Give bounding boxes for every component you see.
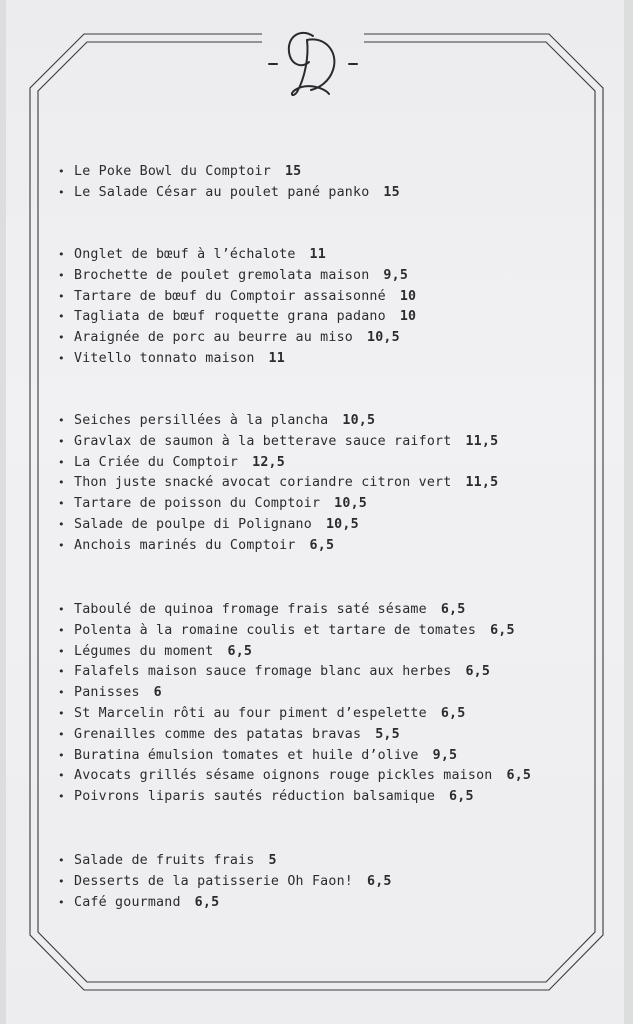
menu-item-price: 6,5	[506, 768, 532, 784]
menu-item-price: 10,5	[366, 330, 400, 346]
menu-item	[58, 664, 490, 679]
menu-item-name: Le Poke Bowl du Comptoir	[74, 164, 271, 179]
bullet-icon: •	[58, 434, 65, 448]
menu-item-name: Anchois marinés du Comptoir	[74, 537, 296, 553]
menu-item-price: 11	[309, 247, 326, 262]
menu-item-name: Panisses	[74, 685, 140, 701]
bullet-icon: •	[58, 707, 65, 720]
menu-item-name: Tagliata de bœuf roquette grana padano	[74, 309, 386, 325]
menu-item	[58, 685, 162, 700]
menu-item-price: 11,5	[465, 475, 499, 491]
menu-item-price: 6	[153, 685, 162, 701]
menu-item-price: 9,5	[383, 267, 409, 283]
menu-item-price: 10	[399, 309, 417, 325]
bullet-icon: •	[58, 644, 65, 658]
menu-item-price: 10,5	[342, 413, 376, 428]
menu-item-name: Falafels maison sauce fromage blanc aux herbes	[74, 664, 452, 680]
bullet-icon: •	[58, 874, 65, 888]
menu-item-price: 6,5	[449, 789, 474, 805]
bullet-icon: •	[58, 455, 65, 469]
menu-item-price: 6,5	[366, 873, 392, 889]
bullet-icon: •	[58, 769, 65, 783]
menu-item	[58, 895, 219, 910]
menu-item-name: Grenailles comme des patatas bravas	[74, 726, 362, 742]
bullet-icon: •	[58, 603, 65, 616]
bullet-icon: •	[58, 748, 65, 762]
menu-item	[58, 623, 515, 638]
bullet-icon: •	[58, 665, 65, 679]
menu-item-name: Gravlax de saumon à la betterave sauce raifort	[74, 433, 452, 449]
menu-item-name: Araignée de porc au beurre au miso	[74, 330, 353, 346]
menu-item-name: Taboulé de quinoa fromage frais saté sésame	[74, 602, 427, 617]
menu-item-name: Polenta à la romaine coulis et tartare de tomates	[74, 622, 477, 638]
menu-item-price: 6,5	[465, 664, 491, 680]
menu-item-price: 6,5	[194, 894, 220, 910]
menu-item	[58, 602, 465, 617]
menu-item	[58, 496, 367, 511]
bullet-icon: •	[58, 289, 65, 303]
menu-item-price: 11,5	[465, 433, 499, 449]
menu-item	[58, 413, 375, 428]
menu-item-name: Café gourmand	[74, 894, 181, 910]
bullet-icon: •	[58, 331, 65, 345]
menu-item-price: 6,5	[309, 537, 335, 553]
bullet-icon: •	[58, 268, 65, 282]
bullet-icon: •	[58, 497, 65, 511]
menu-item	[58, 164, 301, 179]
menu-item-name: Thon juste snacké avocat coriandre citron vert	[74, 475, 452, 491]
menu-item-price: 10,5	[325, 517, 359, 532]
menu-item-price: 12,5	[252, 454, 285, 470]
menu-item	[58, 644, 252, 659]
menu-item-price: 10	[399, 288, 417, 304]
menu-item-price: 5,5	[375, 726, 400, 742]
menu-item-price: 11	[268, 351, 285, 366]
menu-item-name: Brochette de poulet gremolata maison	[74, 267, 370, 283]
menu-item-name: Tartare de poisson du Comptoir	[74, 496, 321, 512]
menu-item	[58, 853, 277, 868]
bullet-icon: •	[58, 518, 65, 531]
menu-item	[58, 247, 326, 262]
menu-item-price: 10,5	[334, 496, 367, 512]
bullet-icon: •	[58, 727, 65, 741]
bullet-icon: •	[58, 854, 65, 867]
bullet-icon: •	[58, 623, 65, 637]
menu-item	[58, 748, 457, 763]
bullet-icon: •	[58, 310, 65, 324]
menu-item	[58, 706, 465, 721]
menu-item-price: 5	[268, 853, 277, 868]
menu-item-price: 6,5	[490, 622, 515, 638]
bullet-icon: •	[58, 476, 65, 490]
bullet-icon: •	[58, 248, 65, 261]
restaurant-logo-monogram	[263, 22, 363, 102]
menu-item	[58, 874, 392, 889]
menu-item	[58, 268, 408, 283]
menu-item-price: 15	[284, 164, 302, 179]
menu-item-name: Poivrons liparis sautés réduction balsamique	[74, 789, 436, 805]
menu-item-price: 6,5	[440, 706, 466, 721]
menu-item-name: Le Salade César au poulet pané panko	[74, 184, 370, 200]
menu-item-name: Légumes du moment	[74, 643, 214, 659]
menu-item-name: Salade de fruits frais	[74, 853, 255, 868]
menu-item	[58, 727, 400, 742]
bullet-icon: •	[58, 895, 65, 909]
menu-item-name: Buratina émulsion tomates et huile d’olive	[74, 747, 419, 763]
menu-item-price: 15	[383, 184, 400, 200]
menu-item	[58, 517, 359, 532]
menu-item-name: Seiches persillées à la plancha	[74, 413, 329, 428]
menu-item-price: 6,5	[440, 602, 466, 617]
menu-item	[58, 538, 334, 553]
bullet-icon: •	[58, 185, 65, 199]
menu-item-name: La Criée du Comptoir	[74, 454, 239, 470]
menu-item	[58, 789, 474, 804]
menu-item	[58, 351, 285, 366]
menu-item-name: Desserts de la patisserie Oh Faon!	[74, 873, 353, 889]
menu-item-name: Tartare de bœuf du Comptoir assaisonné	[74, 288, 386, 304]
bullet-icon: •	[58, 352, 65, 365]
menu-item	[58, 434, 498, 449]
menu-item-name: Avocats grillés sésame oignons rouge pickles maison	[74, 768, 493, 784]
menu-item-name: Salade de poulpe di Polignano	[74, 517, 312, 532]
menu-item	[58, 475, 498, 490]
menu-item-price: 9,5	[432, 747, 458, 763]
menu-item-price: 6,5	[227, 643, 253, 659]
bullet-icon: •	[58, 165, 65, 178]
menu-item	[58, 185, 400, 200]
menu-item	[58, 768, 531, 783]
menu-item-name: Vitello tonnato maison	[74, 351, 255, 366]
menu-item-name: Onglet de bœuf à l’échalote	[74, 247, 296, 262]
bullet-icon: •	[58, 414, 65, 427]
bullet-icon: •	[58, 538, 65, 552]
menu-item	[58, 309, 416, 324]
bullet-icon: •	[58, 686, 65, 700]
bullet-icon: •	[58, 790, 65, 804]
menu-item	[58, 455, 285, 470]
menu-item	[58, 289, 416, 304]
menu-item	[58, 330, 400, 345]
menu-item-name: St Marcelin rôti au four piment d’espelette	[74, 706, 427, 721]
